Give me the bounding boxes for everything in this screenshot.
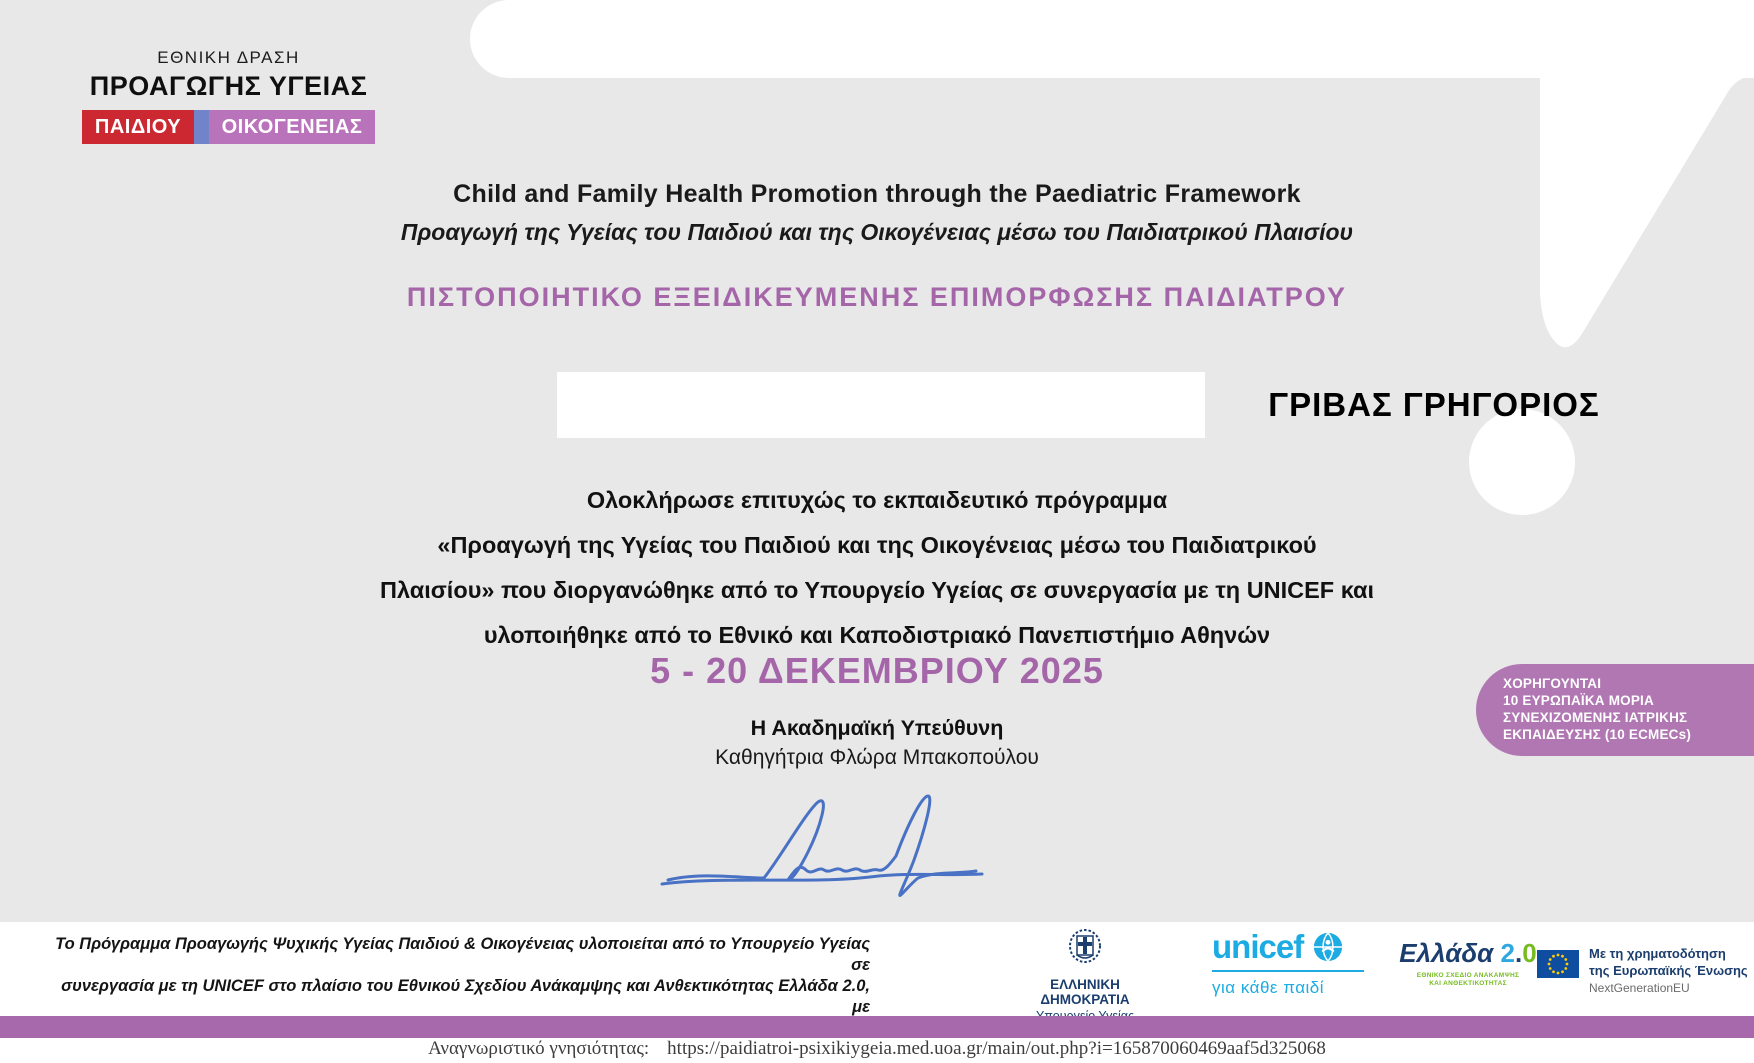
title-greek: Προαγωγή της Υγείας του Παιδιού και της Οικογένειας μέσω του Παιδιατρικού Πλαισίου	[400, 219, 1354, 245]
eu-flag-icon	[1537, 950, 1579, 978]
greece-subtitle-line: ΕΘΝΙΚΟ ΣΧΕΔΙΟ ΑΝΑΚΑΜΨΗΣ	[1416, 972, 1520, 979]
unicef-divider	[1212, 970, 1364, 972]
program-note-line: συνεργασία με τη UNICEF στο πλαίσιο του Εθνικού Σχεδίου Ανάκαμψης και Ανθεκτικότητας Ελλάδα 2.0, με	[61, 977, 870, 1016]
body-paragraph	[0, 478, 1754, 658]
greece-2-0-wordmark	[1398, 938, 1538, 969]
logo-segment-family: ΟΙΚΟΓΕΝΕΙΑΣ	[209, 110, 375, 144]
credits-badge-line: ΕΚΠΑΙΔΕΥΣΗΣ (10 ECMECs)	[1503, 727, 1692, 742]
program-note-line: Το Πρόγραμμα Προαγωγής Ψυχικής Υγείας Παιδιού & Οικογένειας υλοποιείται από το Υπουργείο Υγείας σε	[55, 935, 870, 974]
course-dates: 5 - 20 ΔΕΚΕΜΒΡΙΟΥ 2025	[650, 650, 1104, 691]
title-english: Child and Family Health Promotion through the Paediatric Framework	[453, 180, 1301, 208]
body-line: Ολοκλήρωσε επιτυχώς το εκπαιδευτικό πρόγραμμα	[586, 487, 1168, 513]
recipient-name-box	[557, 372, 1600, 438]
ministry-name: ΕΛΛΗΝΙΚΗ ΔΗΜΟΚΡΑΤΙΑ	[1040, 977, 1130, 1007]
logo-tagline: ΕΘΝΙΚΗ ΔΡΑΣΗ	[157, 48, 300, 67]
verification-label: Αναγνωριστικό γνησιότητας:	[428, 1038, 650, 1059]
body-line: Πλαισίου» που διοργανώθηκε από το Υπουργείο Υγείας σε συνεργασία με τη UNICEF και	[380, 577, 1374, 603]
body-line: «Προαγωγή της Υγείας του Παιδιού και της Οικογένειας μέσω του Παιδιατρικού	[437, 532, 1317, 558]
recipient-name: ΓΡΙΒΑΣ ΓΡΗΓΟΡΙΟΣ	[1268, 386, 1600, 423]
signatory-name: Καθηγήτρια Φλώρα Μπακοπούλου	[715, 746, 1039, 769]
unicef-wordmark: unicef	[1212, 928, 1304, 965]
logo-segment-child: ΠΑΙΔΙΟΥ	[82, 110, 194, 144]
verification-strip	[0, 1038, 1754, 1063]
body-line: υλοποιήθηκε από το Εθνικό και Καποδιστριακό Πανεπιστήμιο Αθηνών	[483, 622, 1271, 648]
unicef-tagline: για κάθε παιδί	[1212, 978, 1325, 997]
ministry-logo	[1010, 928, 1160, 1023]
eu-nextgeneration-label: NextGenerationEU	[1589, 981, 1690, 995]
programme-logo	[82, 48, 375, 144]
greece-dot: .	[1515, 938, 1523, 968]
certificate-heading: ΠΙΣΤΟΠΟΙΗΤΙΚΟ ΕΞΕΙΔΙΚΕΥΜΕΝΗΣ ΕΠΙΜΟΡΦΩΣΗΣ ΠΑΙΔΙΑΤΡΟΥ	[406, 282, 1348, 312]
logo-segment-divider	[194, 110, 209, 144]
credits-badge	[1476, 664, 1754, 756]
greece-zero: 0	[1522, 938, 1537, 968]
greece-2-0-logo	[1398, 938, 1538, 988]
credits-badge-line: 10 ΕΥΡΩΠΑΪΚΑ ΜΟΡΙΑ	[1503, 693, 1654, 708]
eu-funding-text	[1589, 946, 1749, 995]
verification-url: https://paidiatroi-psixikiygeia.med.uoa.gr/main/out.php?i=165870060469aaf5d325068	[667, 1038, 1326, 1059]
eu-funding-line: Με τη χρηματοδότηση	[1589, 946, 1726, 961]
credits-badge-line: ΣΥΝΕΧΙΖΟΜΕΝΗΣ ΙΑΤΡΙΚΗΣ	[1503, 710, 1688, 725]
greece-2-0-subtitle	[1398, 972, 1538, 988]
signature-ink	[660, 768, 990, 908]
bottom-purple-bar	[0, 1016, 1754, 1038]
greece-two: 2	[1500, 938, 1515, 968]
greek-emblem-icon	[1063, 928, 1107, 968]
greece-word: Ελλάδα	[1399, 938, 1501, 968]
eu-funding-line: της Ευρωπαϊκής Ένωσης	[1589, 962, 1748, 978]
unicef-logo	[1212, 928, 1372, 998]
footer-band	[0, 922, 1754, 1016]
unicef-globe-icon	[1312, 931, 1344, 963]
logo-color-bar	[82, 110, 375, 144]
checkmark-corner-graphic	[1400, 0, 1754, 530]
greece-subtitle-line: ΚΑΙ ΑΝΘΕΚΤΙΚΟΤΗΤΑΣ	[1429, 980, 1507, 987]
logo-title: ΠΡΟΑΓΩΓΗΣ ΥΓΕΙΑΣ	[89, 71, 368, 101]
credits-badge-line: ΧΟΡΗΓΟΥΝΤΑΙ	[1503, 676, 1602, 691]
signatory-role: Η Ακαδημαϊκή Υπεύθυνη	[750, 716, 1004, 740]
